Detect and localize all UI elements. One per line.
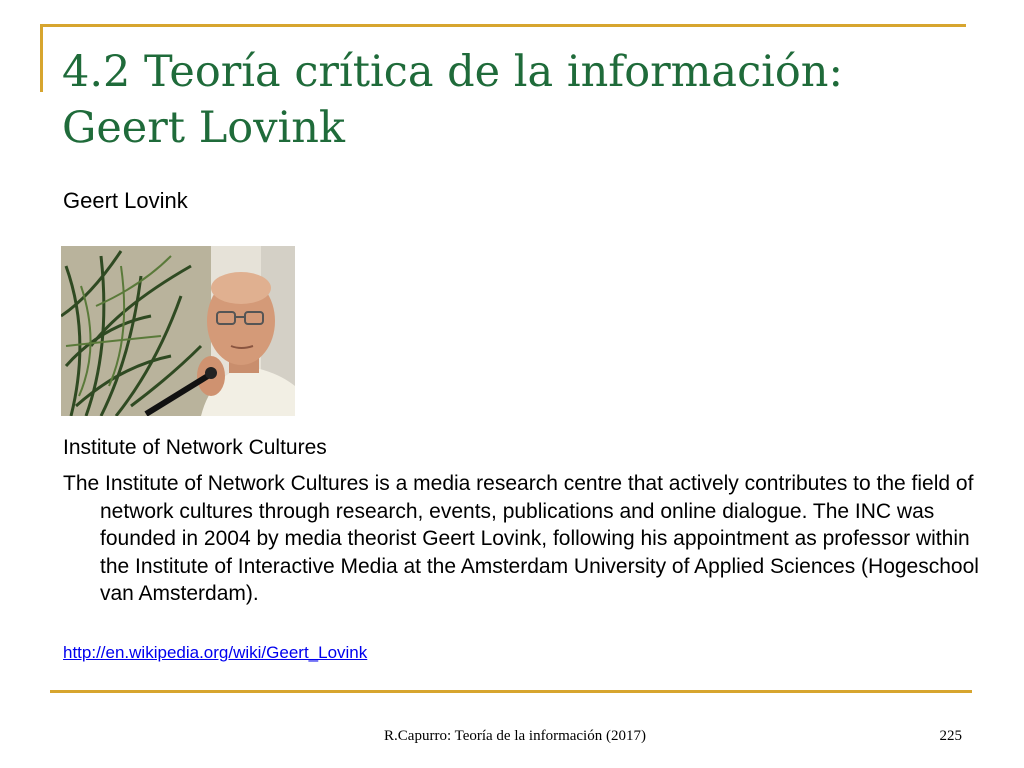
section-heading: Institute of Network Cultures (63, 436, 327, 459)
portrait-photo (61, 246, 295, 416)
footer-text: R.Capurro: Teoría de la información (2017) (384, 728, 646, 744)
left-accent-line (40, 24, 43, 92)
subtitle: Geert Lovink (63, 188, 188, 213)
page-number: 225 (939, 728, 962, 744)
bottom-accent-line (50, 690, 972, 693)
description-paragraph: The Institute of Network Cultures is a media research centre that actively contributes to the field of network cultures through research, events, publications and online dialogue. The INC was founded in 2004 by media theorist Geert Lovink, following his appointment as professor within the Institute of Interactive Media at the Amsterdam University of Applied Sciences (Hogeschool van Amsterdam). (63, 472, 979, 605)
slide-title: 4.2 Teoría crítica de la información: Geert Lovink (62, 47, 843, 153)
top-accent-line (40, 24, 966, 27)
wikipedia-link[interactable]: http://en.wikipedia.org/wiki/Geert_Lovink (63, 643, 368, 662)
